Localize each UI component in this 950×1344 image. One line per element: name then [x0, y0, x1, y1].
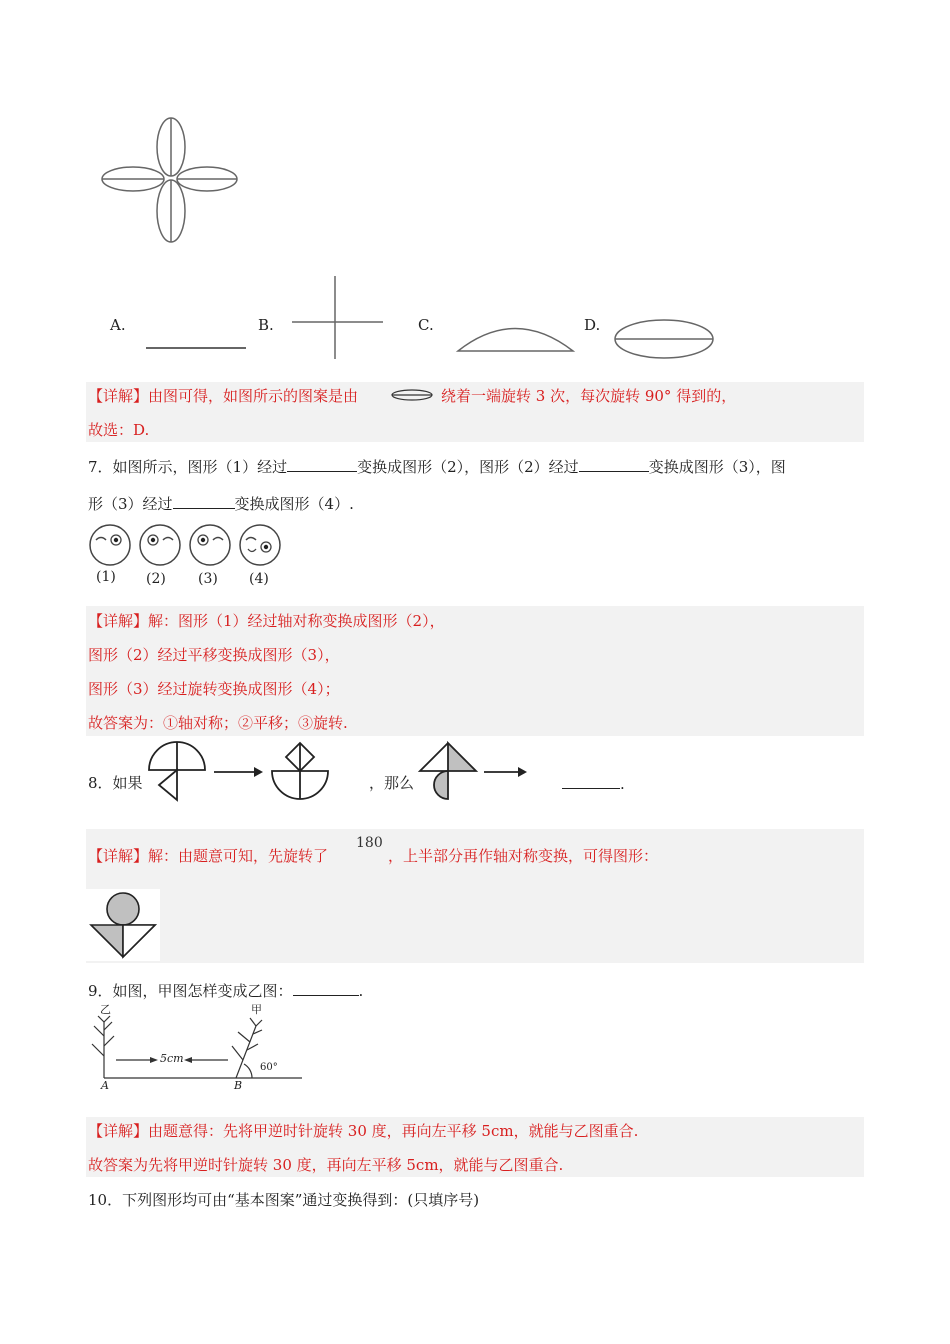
- q8-figure-2: [270, 740, 332, 802]
- face-figure-4: [238, 523, 282, 567]
- q8-middle: ，那么: [369, 774, 415, 792]
- q9-tree-figure: [88, 1004, 304, 1094]
- q9-text: 9．如图，甲图怎样变成乙图：: [88, 982, 293, 1000]
- q9-distance-label: 5cm: [160, 1052, 184, 1065]
- option-b-label: B.: [258, 316, 274, 334]
- q8-blank[interactable]: [562, 773, 620, 789]
- q9-label-yi: 乙: [100, 1003, 111, 1016]
- q7-text-e: 变换成图形（4）.: [234, 495, 354, 513]
- q7-blank-1[interactable]: [287, 456, 357, 472]
- option-a-figure: [146, 345, 248, 351]
- q6-answer-text-b: 绕着一端旋转 3 次，每次旋转 90° 得到的，: [441, 387, 737, 405]
- q7-text-a: 7．如图所示，图形（1）经过: [88, 458, 288, 476]
- face-label-1: (1): [96, 569, 116, 585]
- q7-answer-line1: [88, 611, 445, 631]
- q9-label-jia: 甲: [251, 1003, 262, 1016]
- face-figure-3: [188, 523, 232, 567]
- arrow-icon-2: [484, 765, 528, 779]
- q8-prefix: 8．如果: [88, 774, 143, 792]
- petal-flower-figure: [95, 115, 245, 245]
- option-c-figure: [455, 320, 577, 354]
- q8-answer-text-b: ，上半部分再作轴对称变换，可得图形：: [388, 847, 659, 865]
- face-label-4: (4): [249, 571, 269, 587]
- q10-text: 10．下列图形均可由“基本图案”通过变换得到：(只填序号): [88, 1191, 480, 1209]
- q8-answer-figure: [86, 889, 160, 961]
- face-figure-1: [88, 523, 132, 567]
- q9-answer-line1: [88, 1121, 638, 1141]
- q9-point-b: B: [234, 1079, 243, 1092]
- q9-answer-line2: 故答案为先将甲逆时针旋转 30 度，再向左平移 5cm，就能与乙图重合.: [88, 1156, 564, 1174]
- q7-text-b: 变换成图形（2），图形（2）经过: [357, 458, 579, 476]
- option-a-label: A.: [110, 316, 126, 334]
- q7-answer-line3: 图形（3）经过旋转变换成图形（4）；: [88, 680, 340, 698]
- q8-suffix: .: [620, 775, 625, 793]
- q9-blank[interactable]: [293, 980, 359, 996]
- option-d-label: D.: [584, 316, 601, 334]
- q7-answer-line4: 故答案为：①轴对称；②平移；③旋转.: [88, 714, 348, 732]
- q7-answer-text-1: 解：图形（1）经过轴对称变换成图形（2），: [148, 612, 445, 630]
- q8-figure-1: [145, 740, 207, 802]
- q7-line2: [88, 493, 354, 514]
- q8-answer-text-a: 解：由题意可知，先旋转了: [148, 847, 329, 865]
- q8-answer-blank-line: [562, 773, 625, 794]
- detail-tag: 【详解】: [88, 847, 149, 865]
- face-label-3: (3): [198, 571, 218, 587]
- arrow-icon-1: [214, 765, 264, 779]
- q9-line: [88, 980, 363, 1001]
- q8-figure-3: [418, 740, 480, 802]
- q7-text-c: 变换成图形（3），图: [648, 458, 786, 476]
- q8-answer-degree: 180: [356, 835, 383, 851]
- q9-point-a: A: [101, 1079, 109, 1092]
- q7-blank-3[interactable]: [173, 493, 235, 509]
- q9-angle-label: 60°: [260, 1062, 278, 1073]
- mini-ellipse-figure: [390, 387, 434, 403]
- face-label-2: (2): [146, 571, 166, 587]
- q7-text-d: 形（3）经过: [88, 495, 173, 513]
- detail-tag: 【详解】: [88, 387, 149, 405]
- q7-answer-line2: 图形（2）经过平移变换成图形（3），: [88, 646, 340, 664]
- q6-answer-line2: 故选：D.: [88, 421, 150, 439]
- option-d-figure: [613, 318, 715, 360]
- q8-answer-line: [88, 846, 328, 866]
- detail-tag: 【详解】: [88, 612, 149, 630]
- q7-blank-2[interactable]: [579, 456, 649, 472]
- option-c-label: C.: [418, 316, 434, 334]
- face-figure-2: [138, 523, 182, 567]
- option-b-figure: [292, 276, 384, 360]
- q9-suffix: .: [358, 982, 364, 1000]
- q6-answer-text-a: 由图可得，如图所示的图案是由: [148, 387, 359, 405]
- q9-answer-text-1: 由题意得：先将甲逆时针旋转 30 度，再向左平移 5cm，就能与乙图重合.: [148, 1122, 639, 1140]
- q7-line1: [88, 456, 786, 477]
- q6-answer-line1: [88, 386, 358, 406]
- detail-tag: 【详解】: [88, 1122, 149, 1140]
